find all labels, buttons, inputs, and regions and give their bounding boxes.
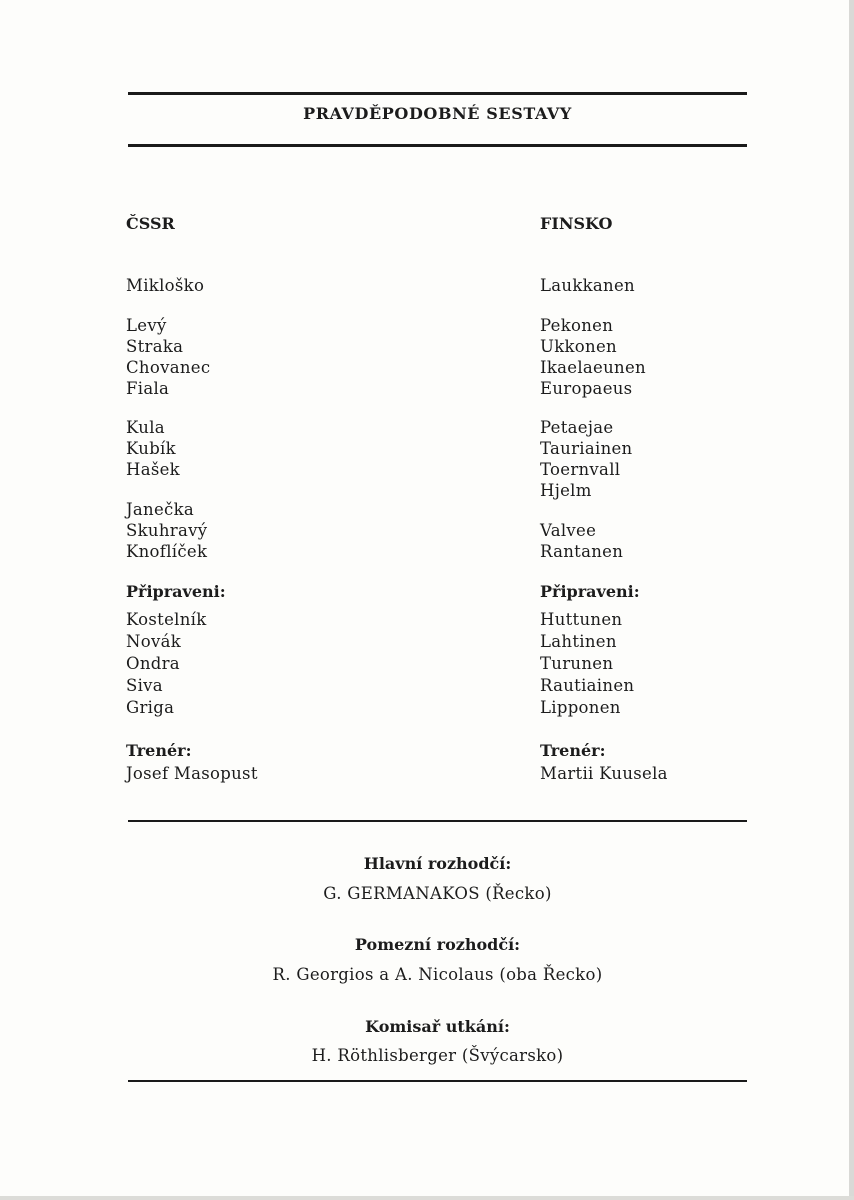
reserves-label: Připraveni: <box>540 582 640 601</box>
player-row: Petaejae <box>540 418 614 437</box>
player-row: Toernvall <box>540 460 621 479</box>
reserve-row: Ondra <box>126 654 180 673</box>
reserves-label: Připraveni: <box>126 582 226 601</box>
reserve-row: Kostelník <box>126 610 207 629</box>
coach-label: Trenér: <box>126 741 192 760</box>
coach-name: Josef Masopust <box>126 764 258 783</box>
player-row: Tauriainen <box>540 439 633 458</box>
page-edge-shadow <box>849 0 854 1200</box>
player-row: Kubík <box>126 439 176 458</box>
player-row: Fiala <box>126 379 170 398</box>
player-row: Rantanen <box>540 542 624 561</box>
match-commissioner-label: Komisař utkání: <box>365 1017 510 1036</box>
reserve-row: Siva <box>126 676 163 695</box>
player-row: Skuhravý <box>126 521 208 540</box>
player-row: Straka <box>126 337 184 356</box>
player-row: Levý <box>126 316 167 335</box>
player-row: Hašek <box>126 460 180 479</box>
player-row: Hjelm <box>540 481 592 500</box>
player-row: Valvee <box>540 521 597 540</box>
player-row: Ukkonen <box>540 337 617 356</box>
coach-label: Trenér: <box>540 741 606 760</box>
page-edge-shadow <box>0 1196 854 1200</box>
reserve-row: Lipponen <box>540 698 621 717</box>
reserve-row: Novák <box>126 632 182 651</box>
goalkeeper: Laukkanen <box>540 276 635 295</box>
reserve-row: Turunen <box>540 654 614 673</box>
reserve-row: Huttunen <box>540 610 623 629</box>
coach-name: Martii Kuusela <box>540 764 668 783</box>
player-row: Europaeus <box>540 379 633 398</box>
player-row: Knoflíček <box>126 542 208 561</box>
player-row: Janečka <box>126 500 195 519</box>
player-row: Pekonen <box>540 316 614 335</box>
player-row: Ikaelaeunen <box>540 358 646 377</box>
linesmen-label: Pomezní rozhodčí: <box>354 935 521 954</box>
main-referee-name: G. GERMANAKOS (Řecko) <box>323 884 552 903</box>
main-referee-label: Hlavní rozhodčí: <box>363 854 512 873</box>
reserve-row: Lahtinen <box>540 632 617 651</box>
goalkeeper: Mikloško <box>126 276 205 295</box>
linesmen-names: R. Georgios a A. Nicolaus (oba Řecko) <box>272 965 603 984</box>
team-right-name: FINSKO <box>540 214 613 233</box>
player-row: Kula <box>126 418 165 437</box>
player-row: Chovanec <box>126 358 211 377</box>
page-title: PRAVDĚPODOBNÉ SESTAVY <box>303 104 572 123</box>
reserve-row: Rautiainen <box>540 676 635 695</box>
officials-section <box>128 0 747 1200</box>
team-left-name: ČSSR <box>126 214 175 233</box>
match-commissioner-name: H. Röthlisberger (Švýcarsko) <box>311 1046 564 1065</box>
reserve-row: Griga <box>126 698 175 717</box>
bottom-rule <box>128 1080 747 1082</box>
